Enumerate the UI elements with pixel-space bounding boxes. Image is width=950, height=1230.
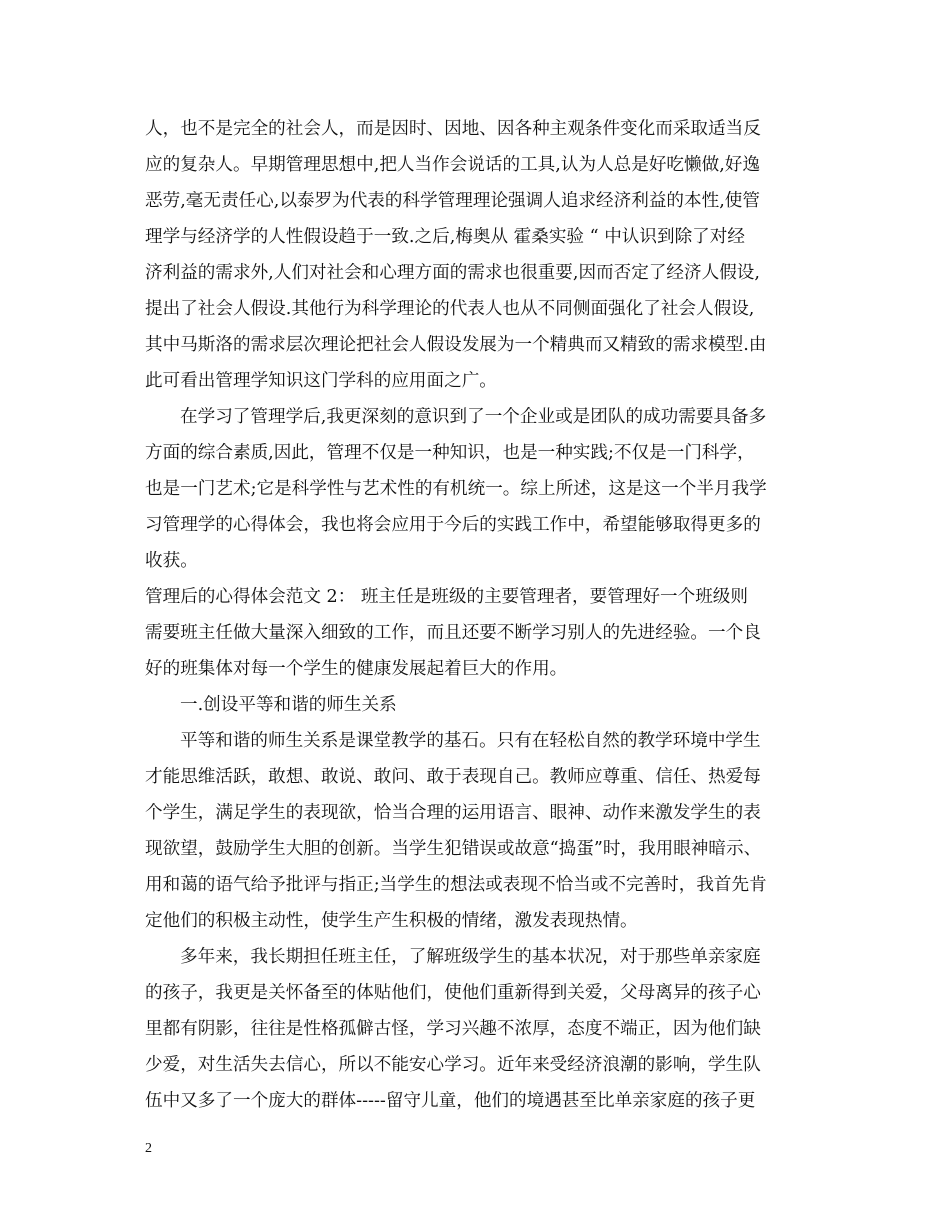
text-line: 才能思维活跃，敢想、敢说、敢问、敢于表现自己。教师应尊重、信任、热爱每 (145, 767, 761, 787)
text-line: 其中马斯洛的需求层次理论把社会人假设发展为一个精典而又精致的需求模型.由 (145, 335, 767, 355)
text-line: 伍中又多了一个庞大的群体-----留守儿童，他们的境遇甚至比单亲家庭的孩子更 (145, 1091, 756, 1111)
text-line: 理学与经济学的人性假设趋于一致.之后,梅奥从 霍桑实验 “ 中认识到除了对经 (145, 227, 745, 247)
text-line: 收获。 (145, 551, 198, 571)
text-line: 定他们的积极主动性，使学生产生积极的情绪，激发表现热情。 (145, 911, 638, 931)
text-line: 个学生，满足学生的表现欲，恰当合理的运用语言、眼神、动作来激发学生的表 (145, 803, 761, 823)
text-line: 方面的综合素质,因此，管理不仅是一种知识，也是一种实践;不仅是一门科学， (145, 443, 755, 463)
paragraph-start-line: 在学习了管理学后,我更深刻的意识到了一个企业或是团队的成功需要具备多 (180, 407, 767, 427)
text-line: 人，也不是完全的社会人，而是因时、因地、因各种主观条件变化而采取适当反 (145, 119, 761, 139)
subheading-line: 一.创设平等和谐的师生关系 (180, 695, 397, 715)
text-line: 现欲望，鼓励学生大胆的创新。当学生犯错误或故意“捣蛋”时，我用眼神暗示、 (145, 839, 762, 859)
text-line: 提出了社会人假设.其他行为科学理论的代表人也从不同侧面强化了社会人假设, (145, 299, 755, 319)
paragraph-start-line: 平等和谐的师生关系是课堂教学的基石。只有在轻松自然的教学环境中学生 (180, 731, 761, 751)
section-heading-line: 管理后的心得体会范文 2： 班主任是班级的主要管理者，要管理好一个班级则 (145, 587, 748, 607)
text-line: 用和蔼的语气给予批评与指正;当学生的想法或表现不恰当或不完善时，我首先肯 (145, 875, 767, 895)
text-line: 的孩子，我更是关怀备至的体贴他们，使他们重新得到关爱，父母离异的孩子心 (145, 983, 761, 1003)
text-line: 应的复杂人。早期管理思想中,把人当作会说话的工具,认为人总是好吃懒做,好逸 (145, 155, 760, 175)
text-line: 好的班集体对每一个学生的健康发展起着巨大的作用。 (145, 659, 568, 679)
text-line: 此可看出管理学知识这门学科的应用面之广。 (145, 371, 497, 391)
text-line: 也是一门艺术;它是科学性与艺术性的有机统一。综上所述，这是这一个半月我学 (145, 479, 767, 499)
page-number: 2 (145, 1141, 152, 1156)
text-line: 习管理学的心得体会，我也将会应用于今后的实践工作中，希望能够取得更多的 (145, 515, 761, 535)
paragraph-start-line: 多年来，我长期担任班主任，了解班级学生的基本状况，对于那些单亲家庭 (180, 947, 761, 967)
text-line: 济利益的需求外,人们对社会和心理方面的需求也很重要,因而否定了经济人假设, (145, 263, 760, 283)
text-line: 需要班主任做大量深入细致的工作，而且还要不断学习别人的先进经验。一个良 (145, 623, 761, 643)
text-line: 里都有阴影，往往是性格孤僻古怪，学习兴趣不浓厚，态度不端正，因为他们缺 (145, 1019, 761, 1039)
text-line: 恶劳,毫无责任心,以泰罗为代表的科学管理理论强调人追求经济利益的本性,使管 (145, 191, 760, 211)
text-line: 少爱，对生活失去信心，所以不能安心学习。近年来受经济浪潮的影响，学生队 (145, 1055, 761, 1075)
